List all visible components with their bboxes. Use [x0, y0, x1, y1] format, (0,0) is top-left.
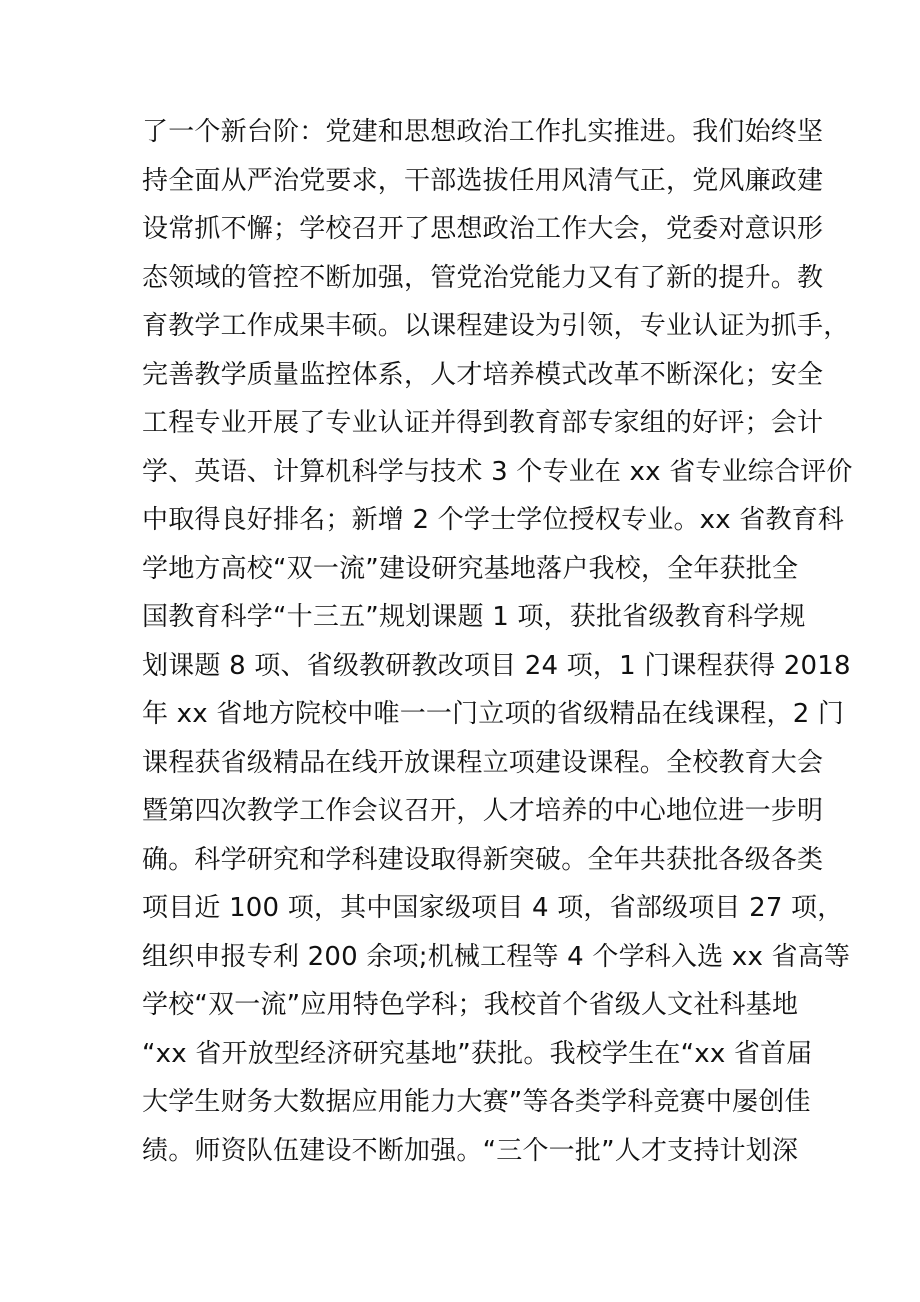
- text-line-11: 国教育科学“十三五”规划课题 1 项，获批省级教育科学规: [142, 602, 806, 632]
- text-line-3: 设常抓不懈；学校召开了思想政治工作大会，党委对意识形: [142, 214, 824, 244]
- text-line-18: 组织申报专利 200 余项;机械工程等 4 个学科入选 xx 省高等: [142, 941, 851, 972]
- text-line-14: 课程获省级精品在线开放课程立项建设课程。全校教育大会: [142, 747, 824, 778]
- text-line-1: 了一个新台阶：党建和思想政治工作扎实推进。我们始终坚: [142, 117, 824, 147]
- body-text: [142, 108, 853, 1175]
- text-line-9: 中取得良好排名；新增 2 个学士学位授权专业。xx 省教育科: [142, 505, 845, 535]
- text-line-19: 学校“双一流”应用特色学科；我校首个省级人文社科基地: [142, 990, 799, 1020]
- text-line-12: 划课题 8 项、省级教研教改项目 24 项，1 门课程获得 2018: [142, 650, 851, 681]
- text-line-20: “xx 省开放型经济研究基地”获批。我校学生在“xx 省首届: [142, 1038, 813, 1069]
- text-line-7: 工程专业开展了专业认证并得到教育部专家组的好评；会计: [142, 408, 824, 438]
- text-line-17: 项目近 100 项，其中国家级项目 4 项，省部级项目 27 项，: [142, 893, 844, 923]
- text-line-4: 态领域的管控不断加强，管党治党能力又有了新的提升。教: [142, 262, 824, 293]
- text-line-22: 绩。师资队伍建设不断加强。“三个一批”人才支持计划深: [142, 1135, 799, 1166]
- text-line-2: 持全面从严治党要求，干部选拔任用风清气正，党风廉政建: [142, 165, 824, 196]
- text-line-6: 完善教学质量监控体系，人才培养模式改革不断深化；安全: [142, 359, 824, 390]
- text-line-16: 确。科学研究和学科建设取得新突破。全年共获批各级各类: [142, 844, 824, 875]
- text-line-5: 育教学工作成果丰硕。以课程建设为引领，专业认证为抓手，: [142, 311, 850, 341]
- text-line-21: 大学生财务大数据应用能力大赛”等各类学科竞赛中屡创佳: [142, 1087, 811, 1117]
- text-line-13: 年 xx 省地方院校中唯一一门立项的省级精品在线课程，2 门: [142, 699, 845, 729]
- text-line-10: 学地方高校“双一流”建设研究基地落户我校，全年获批全: [142, 553, 799, 584]
- text-line-15: 暨第四次教学工作会议召开，人才培养的中心地位进一步明: [142, 796, 824, 826]
- text-line-8: 学、英语、计算机科学与技术 3 个专业在 xx 省专业综合评价: [142, 456, 853, 487]
